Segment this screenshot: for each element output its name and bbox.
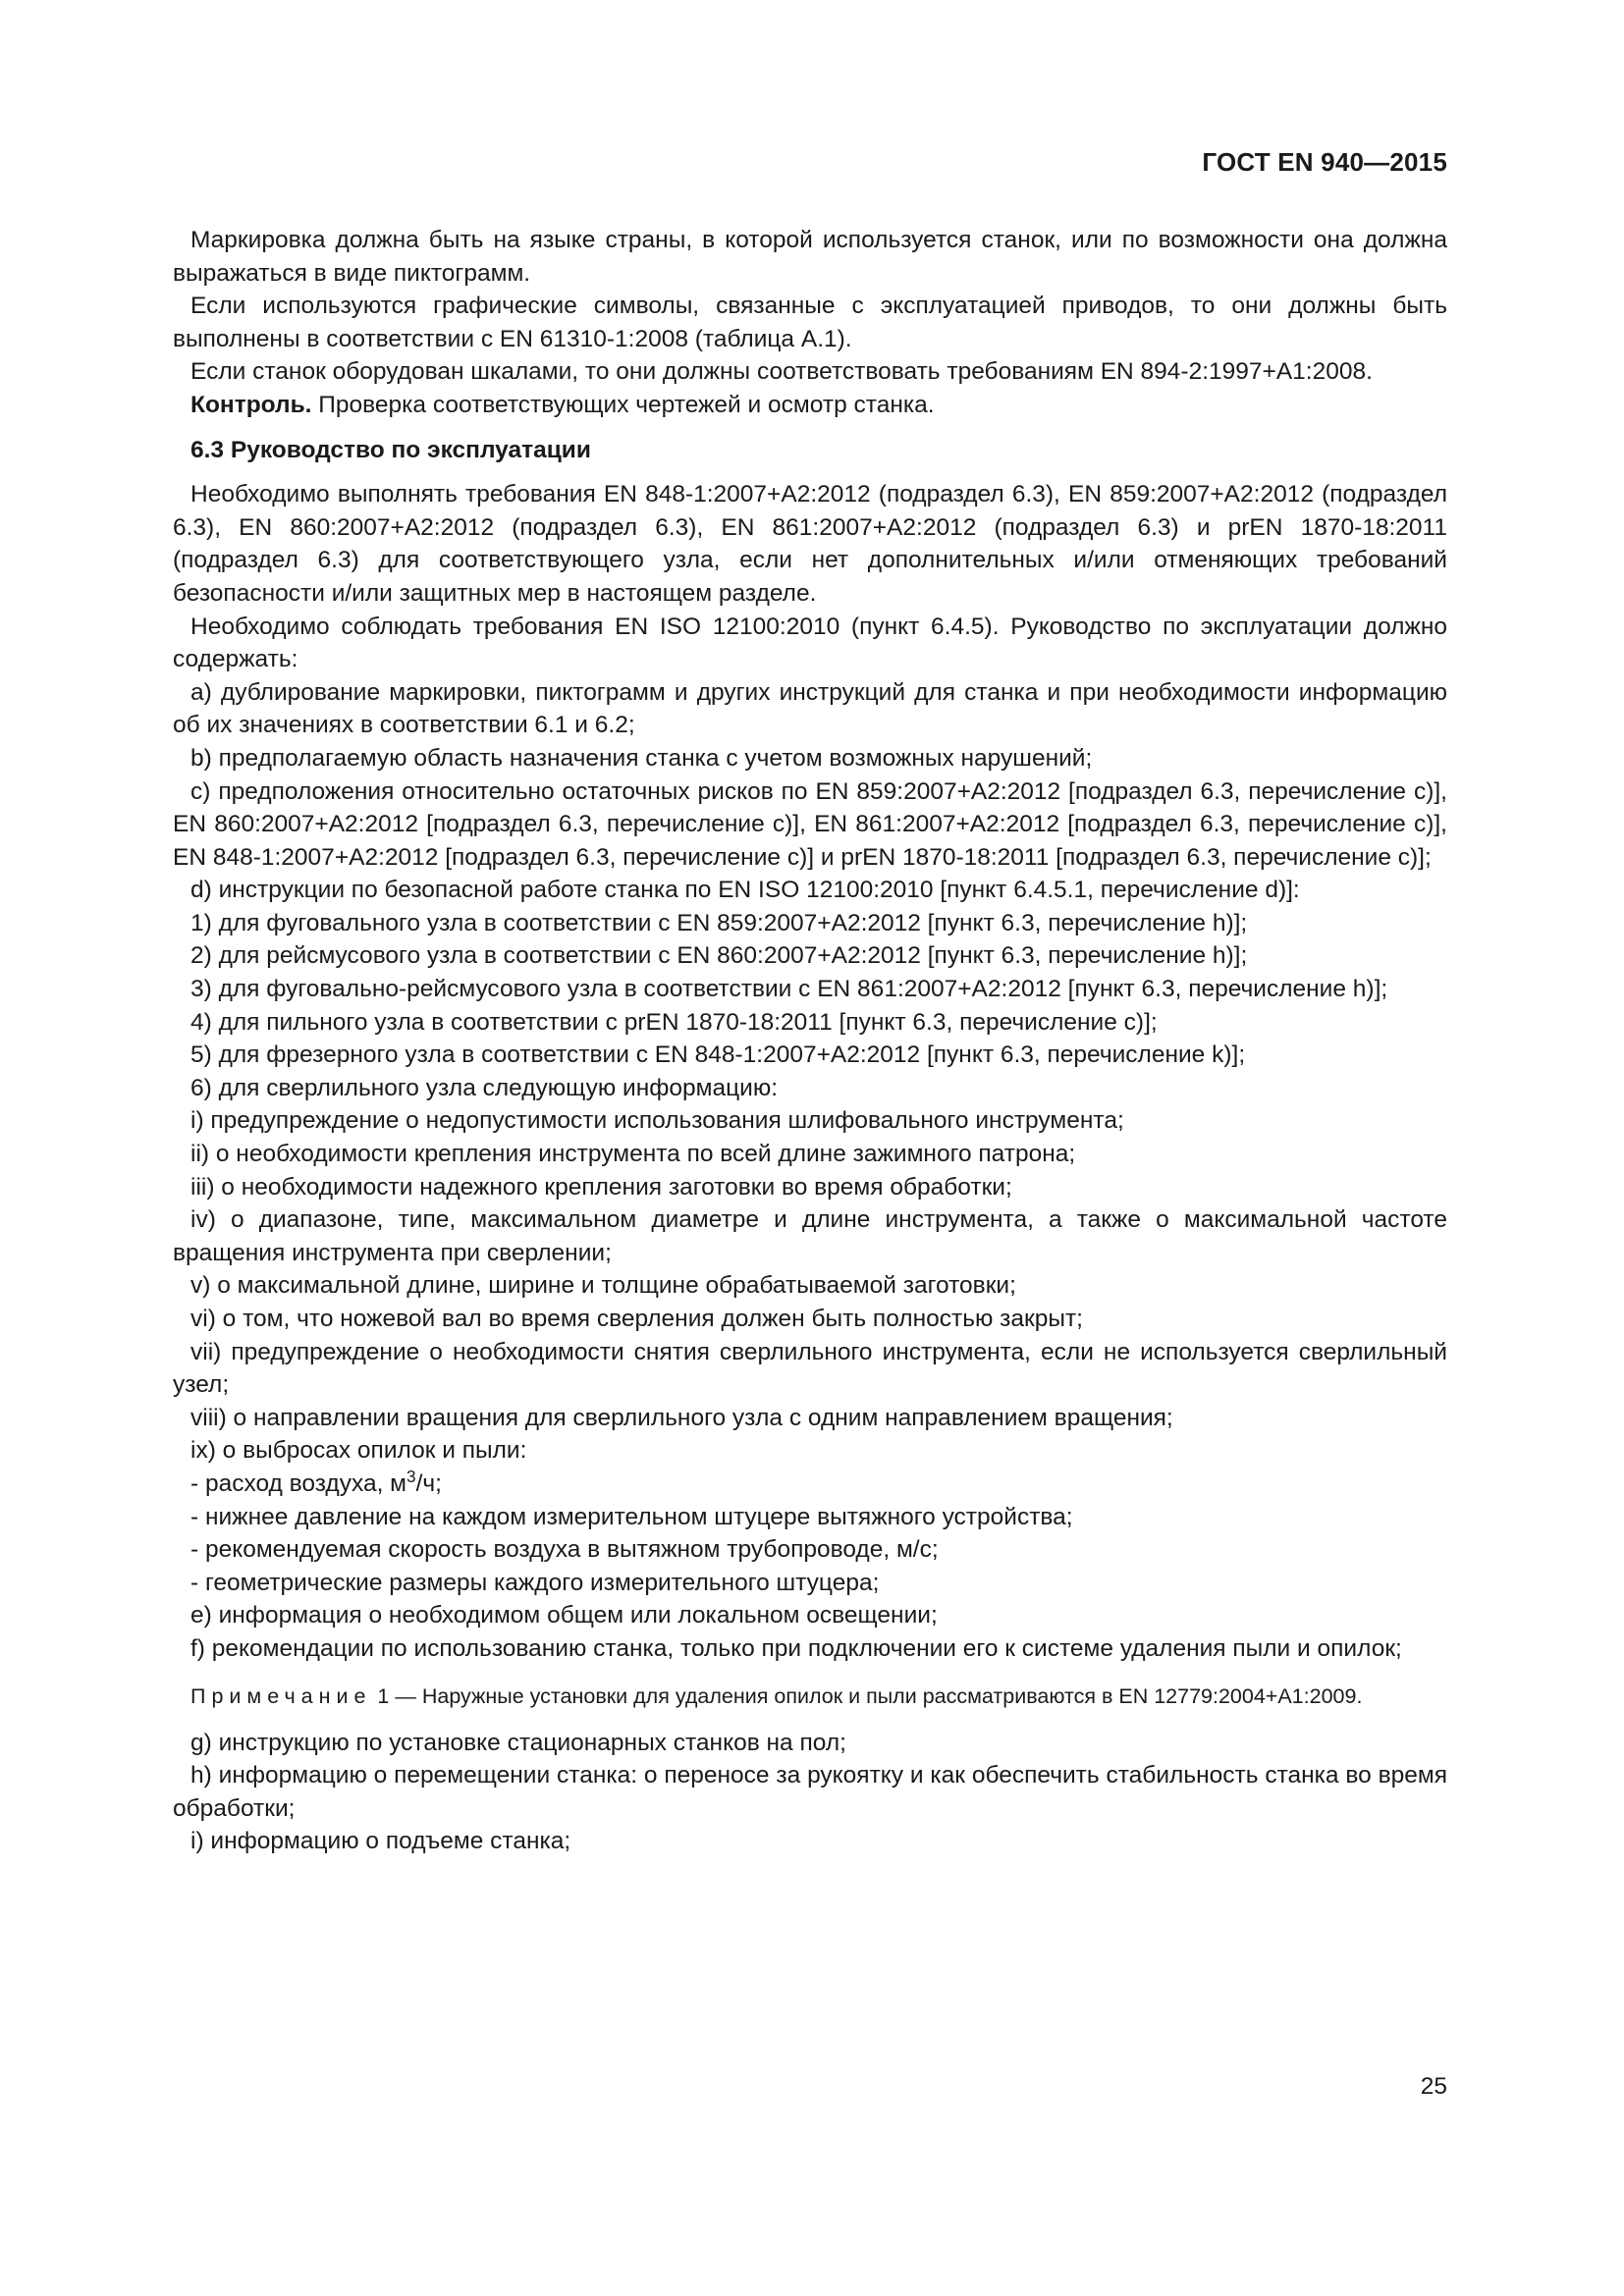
page-number: 25 (1420, 2073, 1447, 2100)
list-item: iv) о диапазоне, типе, максимальном диаметре и длине инструмента, а также о максимальной частоте вращения инструмента при сверлении; (173, 1206, 1447, 1266)
paragraph-control (173, 389, 1447, 422)
control-label: Контроль. (190, 391, 312, 418)
note (173, 1682, 1447, 1711)
control-text: Проверка соответствующих чертежей и осмотр станка. (311, 391, 935, 418)
note-text: 1 — Наружные установки для удаления опилок и пыли рассматриваются в EN 12779:2004+А1:2009. (371, 1683, 1363, 1708)
list-item: f) рекомендации по использованию станка, только при подключении его к системе удаления пыли и опилок; (190, 1634, 1402, 1662)
list-item: 6) для сверлильного узла следующую информацию: (190, 1074, 779, 1101)
list-item: ix) о выбросах опилок и пыли: (190, 1437, 527, 1465)
list-item: viii) о направлении вращения для сверлильного узла с одним направлением вращения; (190, 1404, 1173, 1431)
dash-item: - геометрические размеры каждого измерительного штуцера; (190, 1569, 880, 1596)
list-item: b) предполагаемую область назначения станка с учетом возможных нарушений; (190, 744, 1093, 772)
list-item: v) о максимальной длине, ширине и толщине обрабатываемой заготовки; (190, 1272, 1016, 1300)
list-item: ii) о необходимости крепления инструмента по всей длине зажимного патрона; (190, 1141, 1076, 1168)
list-item: i) информацию о подъеме станка; (190, 1828, 571, 1855)
list-item: 4) для пильного узла в соответствии с prEN 1870-18:2011 [пункт 6.3, перечисление с)]; (190, 1008, 1158, 1036)
list-item: 1) для фуговального узла в соответствии с EN 859:2007+А2:2012 [пункт 6.3, перечисление h)]; (190, 909, 1248, 936)
list-item: iii) о необходимости надежного крепления заготовки во время обработки; (190, 1173, 1012, 1201)
paragraph: Если станок оборудован шкалами, то они должны соответствовать требованиям EN 894-2:1997+А1:2008. (190, 358, 1373, 386)
dash-item (173, 1468, 1447, 1501)
dash-item: - рекомендуемая скорость воздуха в вытяжном трубопроводе, м/с; (190, 1536, 939, 1564)
paragraph: Маркировка должна быть на языке страны, в которой используется станок, или по возможности она должна выражаться в виде пиктограмм. (173, 227, 1447, 287)
list-item: 3) для фуговально-рейсмусового узла в соответствии с EN 861:2007+А2:2012 [пункт 6.3, перечисление h)]; (190, 976, 1388, 1003)
dash-item: - нижнее давление на каждом измерительном штуцере вытяжного устройства; (190, 1503, 1073, 1530)
dash-item-text: - расход воздуха, м (190, 1469, 407, 1497)
list-item: d) инструкции по безопасной работе станка по EN ISO 12100:2010 [пункт 6.4.5.1, перечисление d)]: (190, 877, 1300, 904)
list-item: а) дублирование маркировки, пиктограмм и других инструкций для станка и при необходимости информацию об их значениях в соответствии 6.1 и 6.2; (173, 678, 1447, 739)
superscript: 3 (406, 1466, 416, 1486)
list-item: 2) для рейсмусового узла в соответствии с EN 860:2007+А2:2012 [пункт 6.3, перечисление h)]; (190, 942, 1248, 970)
list-item: vii) предупреждение о необходимости снятия сверлильного инструмента, если не используется сверлильный узел; (173, 1338, 1447, 1399)
list-item: h) информацию о перемещении станка: о переносе за рукоятку и как обеспечить стабильность станка во время обработки; (173, 1762, 1447, 1822)
section-heading: 6.3 Руководство по эксплуатации (190, 436, 591, 463)
list-item: 5) для фрезерного узла в соответствии с EN 848-1:2007+А2:2012 [пункт 6.3, перечисление k)]; (190, 1041, 1246, 1069)
document-code-header: ГОСТ EN 940—2015 (1202, 147, 1447, 177)
paragraph: Если используются графические символы, связанные с эксплуатацией приводов, то они должны быть выполнены в соответствии с EN 61310-1:2008 (таблица А.1). (173, 293, 1447, 352)
list-item: g) инструкцию по установке стационарных станков на пол; (190, 1729, 846, 1756)
list-item: vi) о том, что ножевой вал во время сверления должен быть полностью закрыт; (190, 1306, 1083, 1332)
page-body (173, 224, 1447, 1858)
dash-item-text: /ч; (415, 1469, 442, 1497)
note-label: Примечание (190, 1683, 372, 1708)
list-item: i) предупреждение о недопустимости использования шлифовального инструмента; (190, 1107, 1124, 1135)
list-item: с) предположения относительно остаточных рисков по EN 859:2007+А2:2012 [подраздел 6.3, перечисление с)], EN 860:2007+А2:2012 [подраздел 6.3, перечисление с)], EN 861:2007+А2:2012 [подраздел 6.3, перечисление с)], EN 848-1:2007+А2:2012 [подраздел 6.3, перечисление с)] и prEN 1870-18:2011 [подраздел 6.3, перечисление с)]; (173, 777, 1447, 871)
paragraph: Необходимо выполнять требования EN 848-1:2007+А2:2012 (подраздел 6.3), EN 859:2007+А2:2012 (подраздел 6.3), EN 860:2007+А2:2012 (подраздел 6.3), EN 861:2007+А2:2012 (подраздел 6.3) и prEN 1870-18:2011 (подраздел 6.3) для соответствующего узла, если нет дополнительных и/или отменяющих требований безопасности и/или защитных мер в настоящем разделе. (173, 481, 1447, 607)
list-item: е) информация о необходимом общем или локальном освещении; (190, 1602, 938, 1629)
paragraph: Необходимо соблюдать требования EN ISO 12100:2010 (пункт 6.4.5). Руководство по эксплуатации должно содержать: (173, 613, 1447, 673)
